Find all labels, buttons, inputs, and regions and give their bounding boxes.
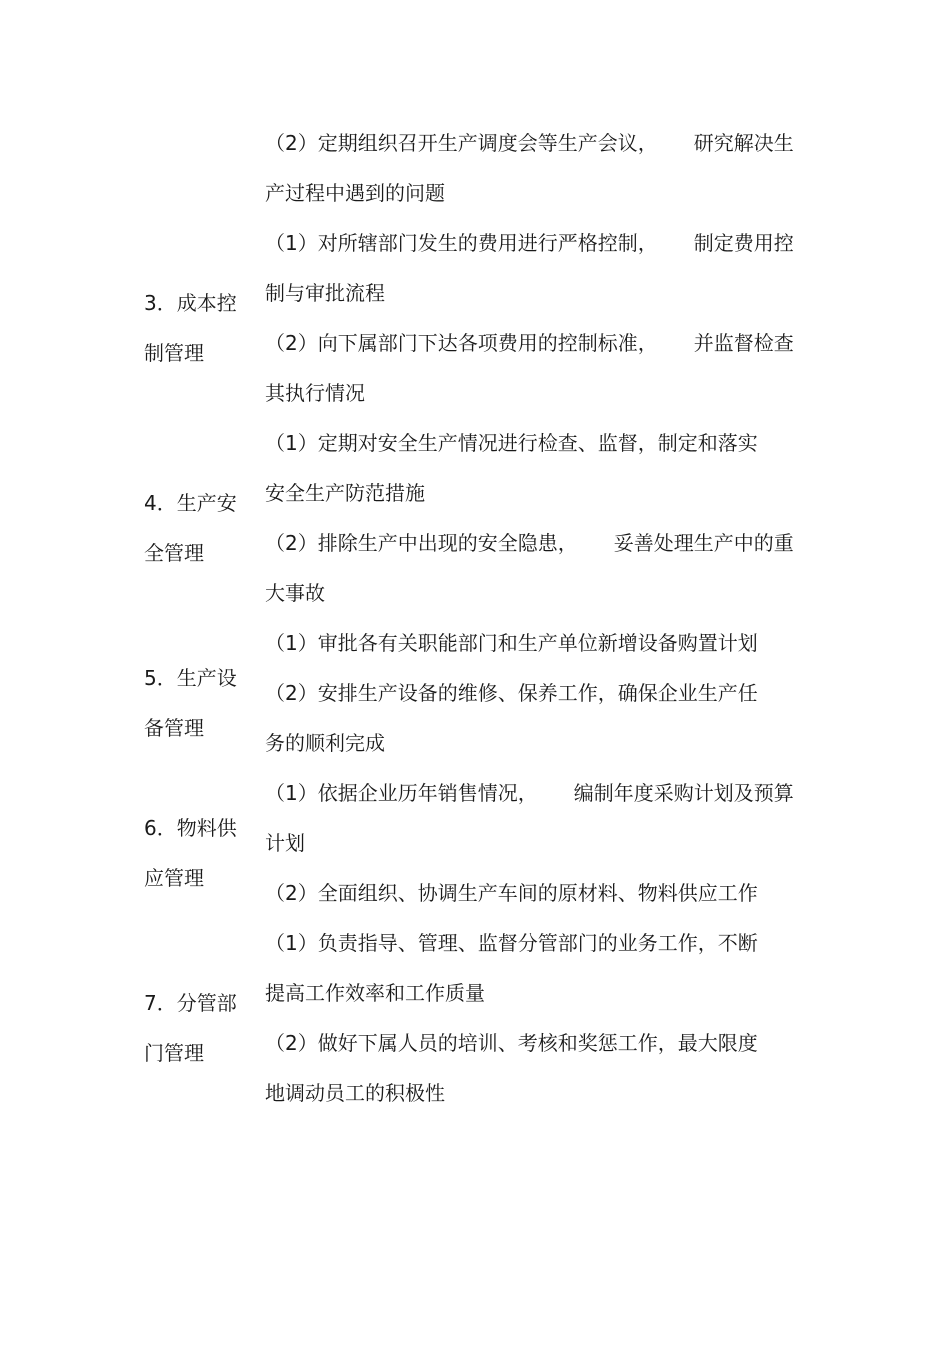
entry-line	[265, 828, 305, 858]
entry-text: 妥善处理生产中的重	[613, 531, 794, 555]
entry-text: （1）定期对安全生产情况进行检查、监督，制定和落实	[265, 431, 758, 455]
entry-text: （2）向下属部门下达各项费用的控制标准，	[265, 331, 658, 355]
entry-text: （1）对所辖部门发生的费用进行严格控制，	[265, 231, 658, 255]
entry-text: 制定费用控	[693, 231, 794, 255]
entry-line	[265, 128, 794, 158]
entry-text: （1）依据企业历年销售情况，	[265, 781, 538, 805]
entry-text: 产过程中遇到的问题	[265, 181, 445, 205]
entry-line	[265, 728, 385, 758]
entry-text: （2）全面组织、协调生产车间的原材料、物料供应工作	[265, 881, 758, 905]
category-label: 全管理	[144, 541, 204, 565]
entry-text: 大事故	[265, 581, 325, 605]
entry-line	[265, 378, 365, 408]
category-label: 3．成本控	[144, 291, 237, 315]
entry-line	[265, 328, 794, 358]
entry-text: 地调动员工的积极性	[265, 1081, 445, 1105]
entry-text: （1）负责指导、管理、监督分管部门的业务工作，不断	[265, 931, 758, 955]
entry-text: 计划	[265, 831, 305, 855]
entry-line	[265, 228, 794, 258]
entry-line	[265, 528, 794, 558]
category-label: 制管理	[144, 341, 204, 365]
entry-text: 安全生产防范措施	[265, 481, 425, 505]
entry-text: 研究解决生	[693, 131, 794, 155]
entry-text: （1）审批各有关职能部门和生产单位新增设备购置计划	[265, 631, 758, 655]
entry-line	[265, 578, 325, 608]
entry-text: 并监督检查	[693, 331, 794, 355]
entry-line	[265, 678, 758, 708]
entry-text: 其执行情况	[265, 381, 365, 405]
category-label: 6．物料供	[144, 816, 237, 840]
category-label: 门管理	[144, 1041, 204, 1065]
category-label: 5．生产设	[144, 666, 237, 690]
entry-line	[265, 428, 758, 458]
category-label: 备管理	[144, 716, 204, 740]
category-label: 应管理	[144, 866, 204, 890]
entry-text: 务的顺利完成	[265, 731, 385, 755]
entry-line	[265, 978, 485, 1008]
entry-line	[265, 778, 794, 808]
entry-text: （2）定期组织召开生产调度会等生产会议，	[265, 131, 658, 155]
entry-line	[265, 278, 385, 308]
entry-text: 制与审批流程	[265, 281, 385, 305]
entry-line	[265, 178, 445, 208]
entry-line	[265, 1028, 758, 1058]
entry-text: （2）做好下属人员的培训、考核和奖惩工作，最大限度	[265, 1031, 758, 1055]
entry-text: （2）安排生产设备的维修、保养工作，确保企业生产任	[265, 681, 758, 705]
entry-line	[265, 928, 758, 958]
entry-text: （2）排除生产中出现的安全隐患，	[265, 531, 578, 555]
entry-text: 编制年度采购计划及预算	[573, 781, 794, 805]
entry-line	[265, 478, 425, 508]
entry-line	[265, 1078, 445, 1108]
entry-line	[265, 628, 758, 658]
entry-line	[265, 878, 758, 908]
entry-text: 提高工作效率和工作质量	[265, 981, 485, 1005]
category-label: 4．生产安	[144, 491, 237, 515]
category-label: 7．分管部	[144, 991, 237, 1015]
